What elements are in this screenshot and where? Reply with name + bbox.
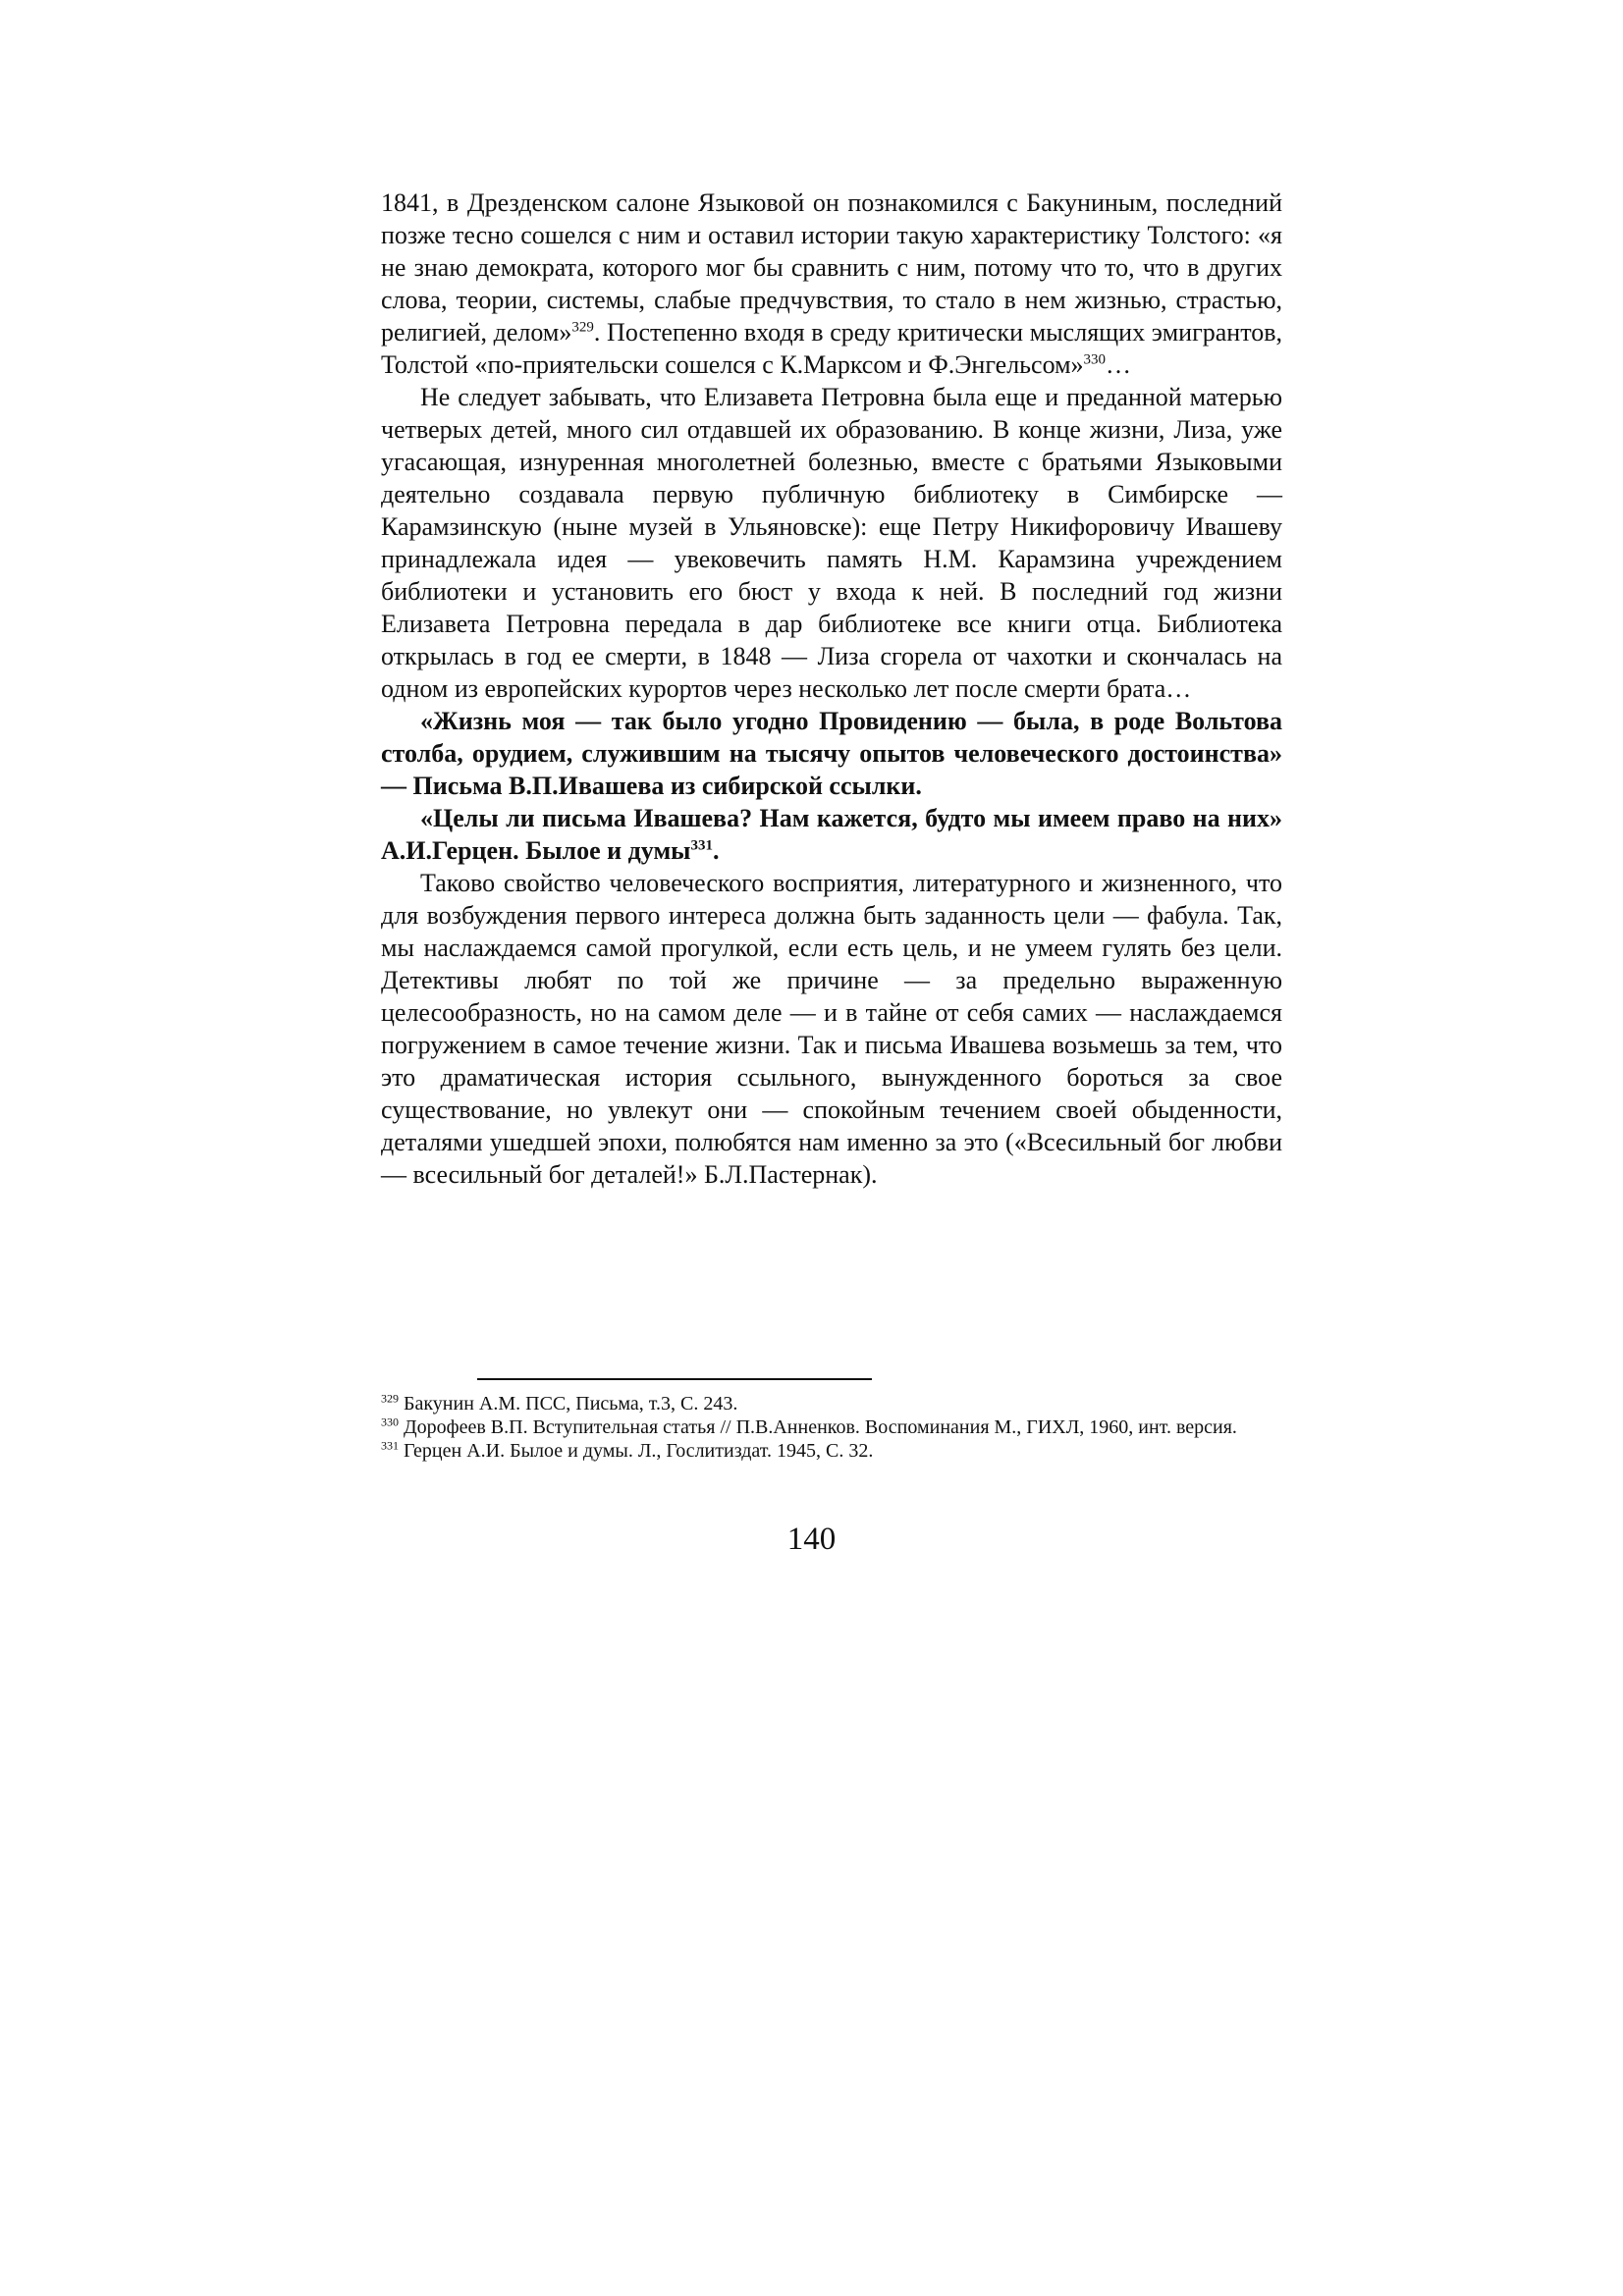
footnote-329 — [381, 1392, 1282, 1415]
paragraph-1 — [381, 187, 1282, 381]
paragraph-1-part-3: … — [1106, 350, 1132, 379]
footnotes — [381, 1392, 1282, 1463]
page-number: 140 — [786, 1522, 837, 1557]
footnote-ref-330[interactable]: 330 — [1083, 351, 1107, 368]
main-text — [381, 187, 1282, 1191]
footnote-ref-329[interactable]: 329 — [571, 319, 594, 336]
footnote-text: Герцен А.И. Былое и думы. Л., Гослитиздат. 1945, С. 32. — [399, 1440, 874, 1462]
paragraph-3: Таково свойство человеческого восприятия, литературного и жизненного, что для возбуждения первого интереса должна быть заданность цели — фабула. Так, мы наслаждаемся самой прогулкой, если есть цель, и не умеем гулять без цели. Детективы любят по той же причине — за предельно выраженную целесообразность, но на самом деле — и в тайне от себя самих — наслаждаемся погружением в самое течение жизни. Так и письма Ивашева возьмешь за тем, что это драматическая история ссыльного, вынужденного бороться за свое существование, но увлекут они — спокойным течением своей обыденности, деталями ушедшей эпохи, полюбятся нам именно за это («Всесильный бог любви — всесильный бог деталей!» Б.Л.Пастернак). — [381, 869, 1282, 1189]
paragraph-1-part-2: . Постепенно входя в среду критически мыслящих эмигрантов, Толстой «по-приятельски сошелся с К.Марксом и Ф.Энгельсом» — [381, 318, 1282, 379]
footnote-text: Дорофеев В.П. Вступительная статья // П.В.Анненков. Воспоминания М., ГИХЛ, 1960, инт. версия. — [399, 1416, 1237, 1438]
epigraph-2 — [381, 802, 1282, 867]
footnote-number: 330 — [381, 1415, 399, 1429]
epigraph-2-end: . — [712, 836, 720, 865]
footnote-number: 331 — [381, 1438, 399, 1453]
paragraph-1-part-1: 1841, в Дрезденском салоне Языковой он познакомился с Бакуниным, последний позже тесно сошелся с ним и оставил истории такую характеристику Толстого: «я не знаю демократа, которого мог бы сравнить с ним, потому что то, что в других слова, теории, системы, слабые предчувствия, то стало в нем жизнью, страстью, религией, делом» — [381, 188, 1282, 347]
footnote-text: Бакунин А.М. ПСС, Письма, т.3, С. 243. — [399, 1393, 738, 1415]
footnote-separator — [477, 1378, 872, 1380]
footnote-331 — [381, 1439, 1282, 1463]
epigraph-2-text: «Целы ли письма Ивашева? Нам кажется, будто мы имеем право на них» А.И.Герцен. Былое и думы — [381, 804, 1282, 865]
paragraph-2: Не следует забывать, что Елизавета Петровна была еще и преданной матерью четверых детей, много сил отдавшей их образованию. В конце жизни, Лиза, уже угасающая, изнуренная многолетней болезнью, вместе с братьями Языковыми деятельно создавала первую публичную библиотеку в Симбирске — Карамзинскую (ныне музей в Ульяновске): еще Петру Никифоровичу Ивашеву принадлежала идея — увековечить память Н.М. Карамзина учреждением библиотеки и установить его бюст у входа к ней. В последний год жизни Елизавета Петровна передала в дар библиотеке все книги отца. Библиотека открылась в год ее смерти, в 1848 — Лиза сгорела от чахотки и скончалась на одном из европейских курортов через несколько лет после смерти брата… — [381, 383, 1282, 703]
footnote-330 — [381, 1415, 1282, 1439]
epigraph-1: «Жизнь моя — так было угодно Провидению — была, в роде Вольтова столба, орудием, служившим на тысячу опытов человеческого достоинства» — Письма В.П.Ивашева из сибирской ссылки. — [381, 707, 1282, 800]
footnote-ref-331[interactable]: 331 — [690, 837, 713, 854]
footnote-number: 329 — [381, 1391, 399, 1406]
